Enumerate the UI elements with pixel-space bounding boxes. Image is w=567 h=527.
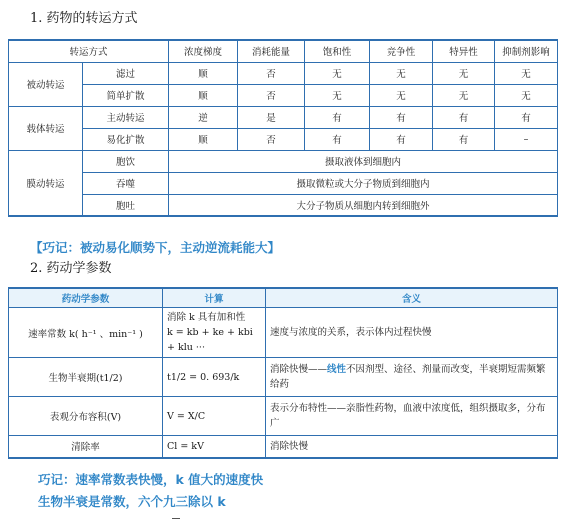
cell: 逆 <box>169 106 238 128</box>
sub-label: 易化扩散 <box>83 128 169 150</box>
table-row <box>9 106 558 128</box>
table-row <box>9 84 558 106</box>
header-cell: 抑制剂影响 <box>495 40 558 62</box>
header-cell: 转运方式 <box>9 40 169 62</box>
cell: 是 <box>238 106 305 128</box>
header-cell: 饱和性 <box>305 40 370 62</box>
highlight-text: 线性 <box>327 364 347 375</box>
cell: 无 <box>433 62 495 84</box>
meaning-cell: 表示分布特性——亲脂性药物，血液中浓度低，组织摄取多，分布广 <box>266 397 558 436</box>
cell: 无 <box>305 84 370 106</box>
transport-table <box>8 39 558 217</box>
param-cell: 清除率 <box>9 436 163 458</box>
meaning-text: 消除快慢—— <box>270 364 328 375</box>
calc-formula: k = kb + ke + kbi + klu ··· <box>167 327 253 353</box>
cell: 顺 <box>169 128 238 150</box>
meaning-text: 不因剂型、途径、剂量而改变，半衰期短需频繁给药 <box>270 364 546 390</box>
table-row <box>9 397 558 436</box>
cell: 无 <box>370 62 433 84</box>
table-header-row <box>9 40 558 62</box>
header-cell: 药动学参数 <box>9 288 163 308</box>
cell: 有 <box>305 128 370 150</box>
merged-desc-cell: 大分子物质从细胞内转到细胞外 <box>169 194 558 216</box>
cell: 无 <box>495 84 558 106</box>
cell: 有 <box>433 106 495 128</box>
header-cell: 特异性 <box>433 40 495 62</box>
calc-cell: t1/2 = 0. 693/k <box>163 358 266 397</box>
calc-cell <box>163 308 266 358</box>
sub-label: 滤过 <box>83 62 169 84</box>
table-row <box>9 128 558 150</box>
cell: 有 <box>495 106 558 128</box>
header-cell: 竞争性 <box>370 40 433 62</box>
table-row <box>9 172 558 194</box>
meaning-cell <box>266 358 558 397</box>
sub-label: 胞饮 <box>83 150 169 172</box>
cell: 无 <box>370 84 433 106</box>
cell: 有 <box>370 128 433 150</box>
calc-line: 消除 k 具有加和性 <box>167 312 246 323</box>
cell: 有 <box>370 106 433 128</box>
merged-desc-cell: 摄取微粒或大分子物质到细胞内 <box>169 172 558 194</box>
param-cell: 生物半衰期(t1/2) <box>9 358 163 397</box>
cell: 否 <box>238 84 305 106</box>
header-cell: 浓度梯度 <box>169 40 238 62</box>
cell: 否 <box>238 128 305 150</box>
table-row <box>9 194 558 216</box>
sub-label: 主动转运 <box>83 106 169 128</box>
cell: 顺 <box>169 84 238 106</box>
cell: 无 <box>305 62 370 84</box>
mnemonic-tip-1: 【巧记：被动易化顺势下，主动逆流耗能大】 <box>30 240 281 255</box>
group-label: 载体转运 <box>9 106 83 150</box>
table-row <box>9 436 558 458</box>
param-cell: 表观分布容积(V) <box>9 397 163 436</box>
cell: 有 <box>433 128 495 150</box>
cell: 有 <box>305 106 370 128</box>
param-cell: 速率常数 k( h⁻¹ 、min⁻¹ ) <box>9 308 163 358</box>
table-row <box>9 358 558 397</box>
header-cell: 含义 <box>266 288 558 308</box>
cell: 否 <box>238 62 305 84</box>
table-row <box>9 308 558 358</box>
pk-parameter-table <box>8 287 558 459</box>
table-row <box>9 62 558 84</box>
calc-cell: Cl = kV <box>163 436 266 458</box>
group-label: 被动转运 <box>9 62 83 106</box>
calc-cell: V = X/C <box>163 397 266 436</box>
sub-label: 胞吐 <box>83 194 169 216</box>
table-row <box>9 150 558 172</box>
section-2-title: 2. 药动学参数 <box>30 261 112 276</box>
merged-desc-cell: 摄取液体到细胞内 <box>169 150 558 172</box>
mnemonic-tip-2-line-2: 生物半衰是常数，六个九三除以 k <box>38 494 226 509</box>
cell: 无 <box>433 84 495 106</box>
page-mark <box>172 518 180 519</box>
section-1-title: 1. 药物的转运方式 <box>30 11 138 26</box>
cell: 无 <box>495 62 558 84</box>
sub-label: 吞噬 <box>83 172 169 194</box>
meaning-cell: 速度与浓度的关系，表示体内过程快慢 <box>266 308 558 358</box>
header-cell: 计算 <box>163 288 266 308</box>
cell: – <box>495 128 558 150</box>
group-label: 膜动转运 <box>9 150 83 216</box>
meaning-cell: 消除快慢 <box>266 436 558 458</box>
cell: 顺 <box>169 62 238 84</box>
header-cell: 消耗能量 <box>238 40 305 62</box>
mnemonic-tip-2-line-1: 巧记：速率常数表快慢，k 值大的速度快 <box>38 472 264 487</box>
table-header-row <box>9 288 558 308</box>
sub-label: 简单扩散 <box>83 84 169 106</box>
